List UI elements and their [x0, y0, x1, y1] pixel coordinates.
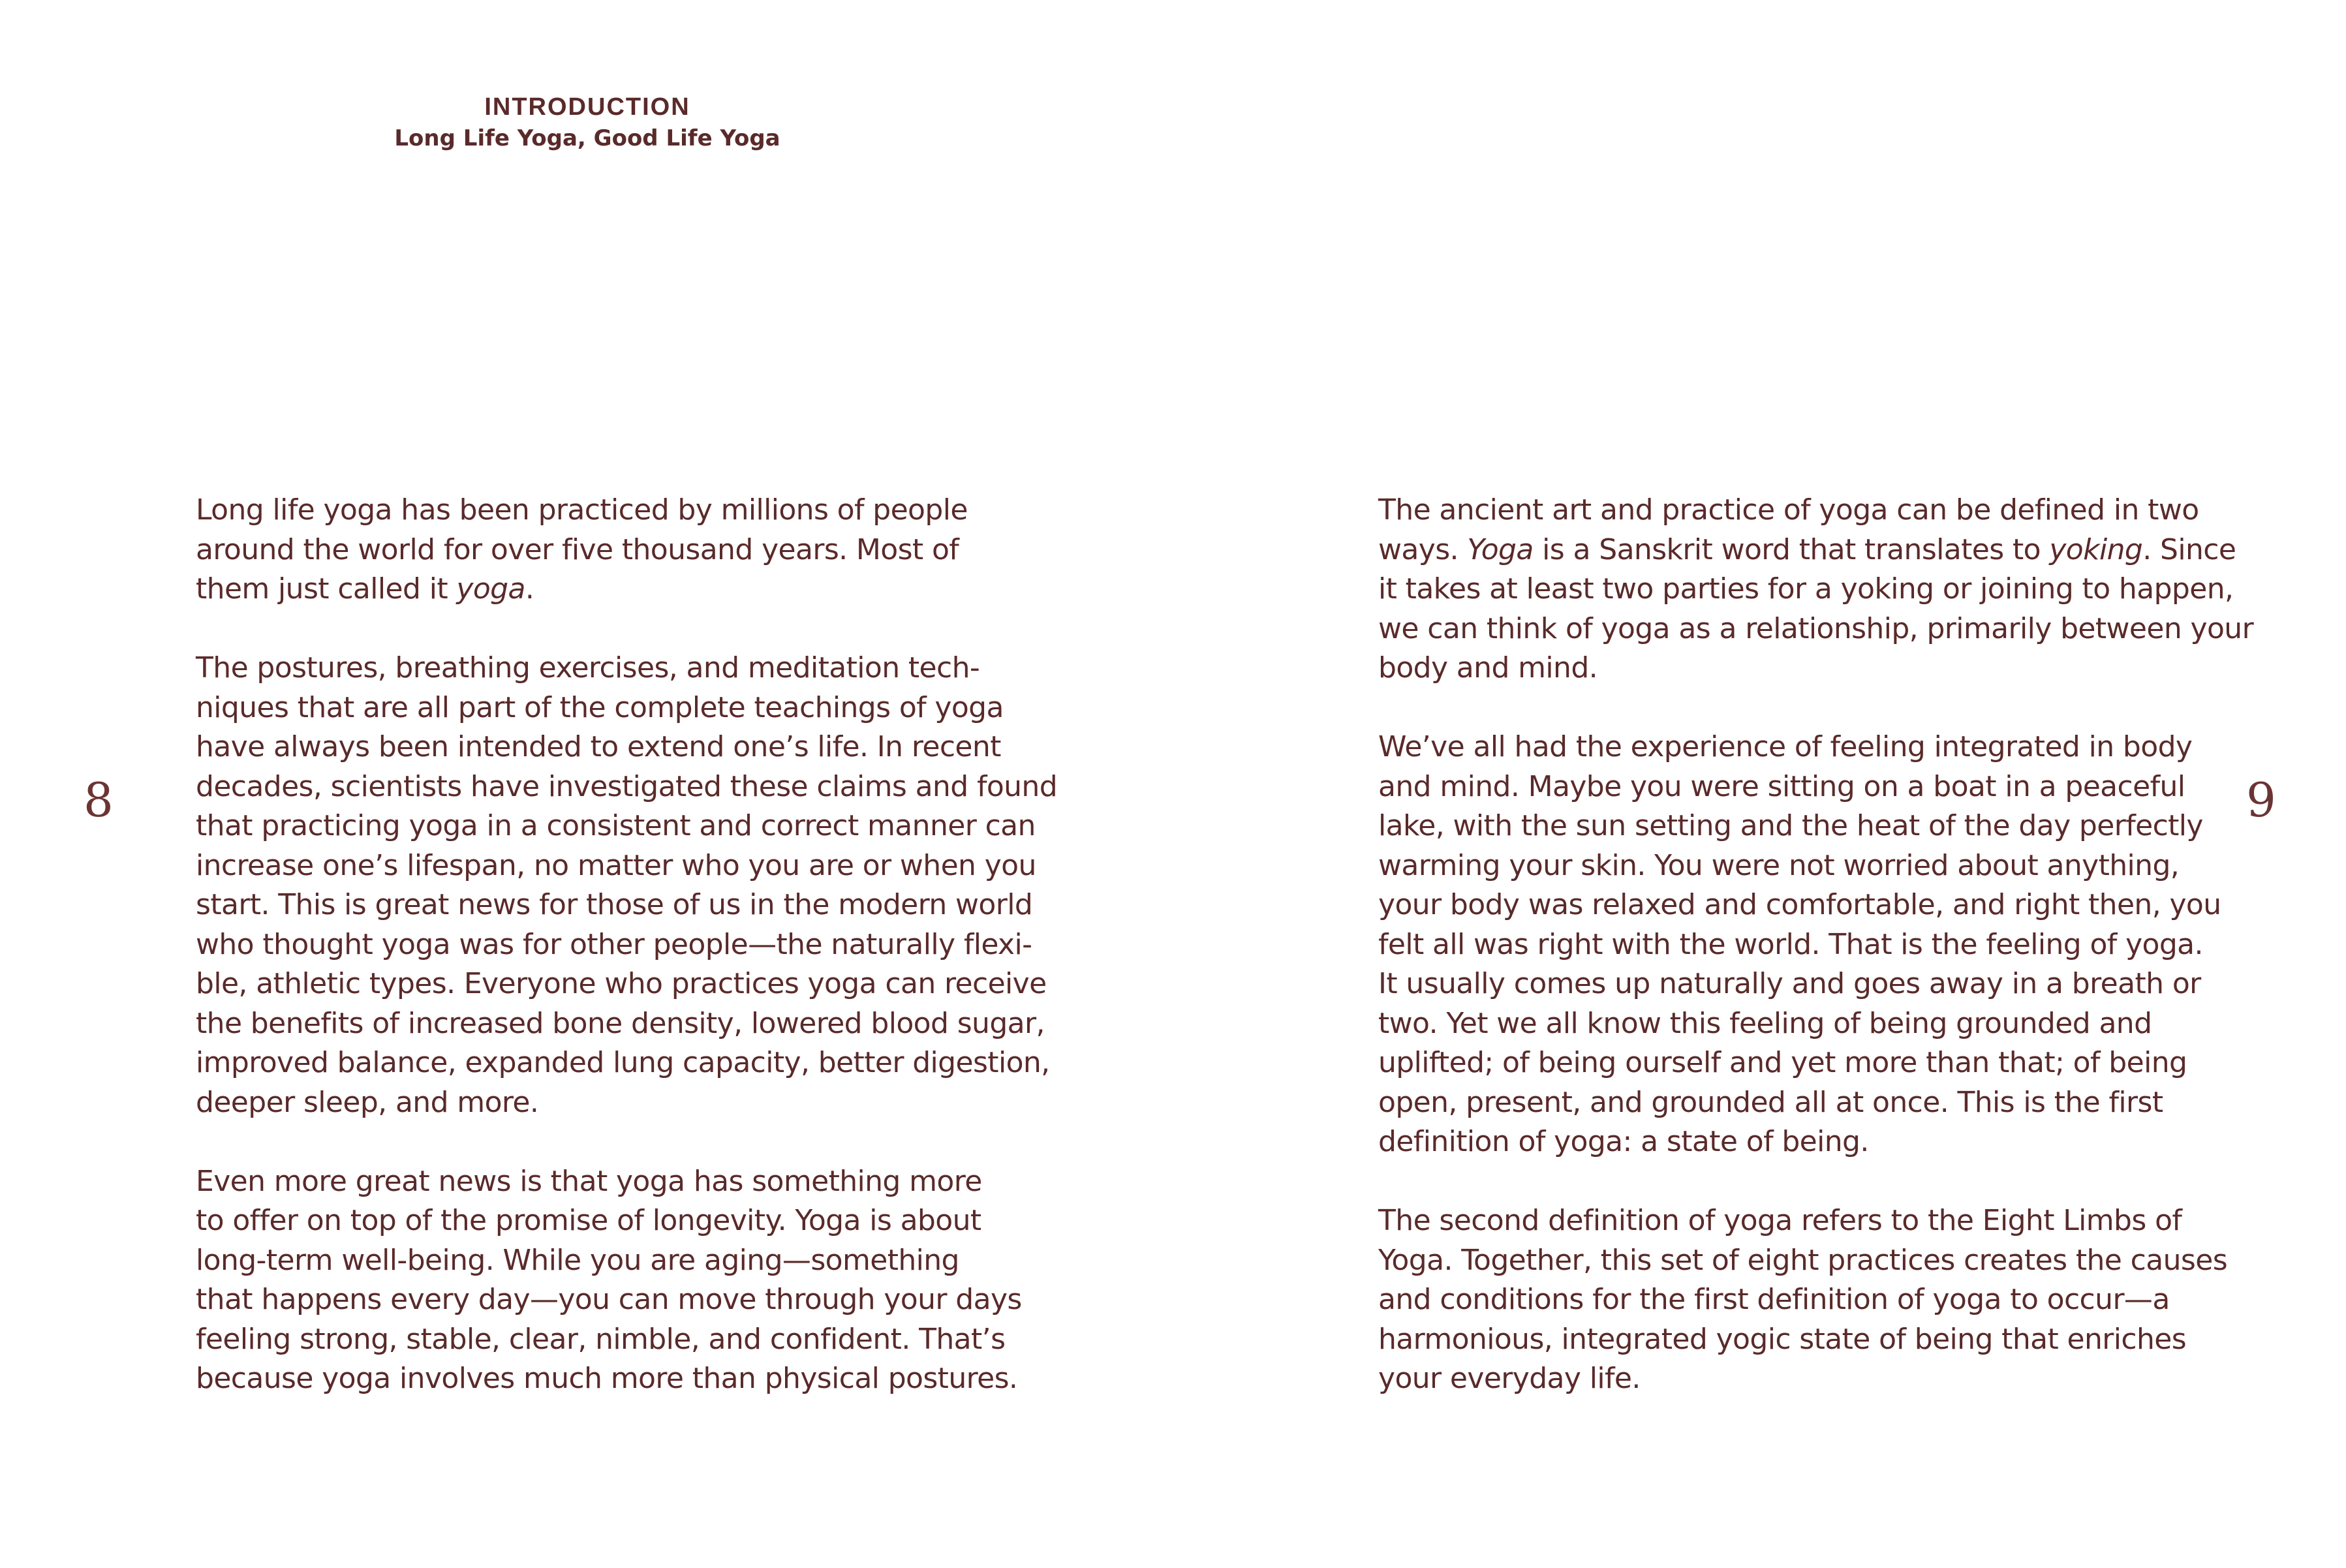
- text-run: The second definition of yoga refers to the Eight Limbs of: [1378, 1204, 2182, 1237]
- text-line: [196, 1241, 1064, 1281]
- text-line: [1378, 649, 2246, 688]
- text-line: [1378, 1083, 2246, 1123]
- text-line: [196, 925, 1064, 965]
- text-line: [196, 767, 1064, 807]
- chapter-title: Long Life Yoga, Good Life Yoga: [394, 125, 780, 151]
- text-run: because yoga involves much more than physical postures.: [196, 1362, 1018, 1395]
- italic-text: yoking: [2049, 532, 2143, 566]
- text-run: lake, with the sun setting and the heat of the day perfectly: [1378, 809, 2203, 842]
- text-run: increase one’s lifespan, no matter who you are or when you: [196, 848, 1036, 882]
- text-line: [1378, 925, 2246, 965]
- paragraph: [196, 491, 1064, 609]
- text-run: improved balance, expanded lung capacity, better digestion,: [196, 1046, 1050, 1079]
- text-run: and conditions for the first definition of yoga to occur—a: [1378, 1283, 2170, 1316]
- text-run: who thought yoga was for other people—the naturally flexi-: [196, 927, 1032, 961]
- text-run: your body was relaxed and comfortable, and right then, you: [1378, 888, 2221, 921]
- text-line: [196, 885, 1064, 925]
- text-line: [1378, 1043, 2246, 1083]
- text-line: [1378, 1359, 2246, 1399]
- text-run: and mind. Maybe you were sitting on a boat in a peaceful: [1378, 769, 2185, 803]
- text-line: [1378, 1201, 2246, 1241]
- text-run: ble, athletic types. Everyone who practices yoga can receive: [196, 967, 1047, 1000]
- text-run: start. This is great news for those of us in the modern world: [196, 888, 1033, 921]
- text-line: [196, 1280, 1064, 1320]
- text-line: [1378, 728, 2246, 767]
- page-number-left: 8: [84, 773, 114, 827]
- text-run: have always been intended to extend one’s life. In recent: [196, 730, 1001, 763]
- text-line: [196, 728, 1064, 767]
- text-run: niques that are all part of the complete teachings of yoga: [196, 690, 1004, 724]
- running-header: [392, 93, 783, 153]
- text-run: that practicing yoga in a consistent and correct manner can: [196, 809, 1036, 842]
- text-run: the benefits of increased bone density, lowered blood sugar,: [196, 1006, 1045, 1040]
- text-run: it takes at least two parties for a yoking or joining to happen,: [1378, 572, 2234, 606]
- text-line: [1378, 964, 2246, 1004]
- text-line: [196, 964, 1064, 1004]
- text-run: is a Sanskrit word that translates to: [1533, 532, 2050, 566]
- text-run: . Since: [2142, 532, 2236, 566]
- text-line: [1378, 530, 2246, 570]
- italic-text: Yoga: [1467, 532, 1534, 566]
- text-run: two. Yet we all know this feeling of being grounded and: [1378, 1006, 2152, 1040]
- text-run: The postures, breathing exercises, and meditation tech-: [196, 651, 980, 684]
- text-line: [196, 570, 1064, 609]
- text-run: decades, scientists have investigated these claims and found: [196, 769, 1058, 803]
- paragraph: [196, 649, 1064, 1122]
- text-run: Long life yoga has been practiced by millions of people: [196, 493, 968, 527]
- text-line: [1378, 1122, 2246, 1162]
- text-run: open, present, and grounded all at once. This is the first: [1378, 1085, 2163, 1119]
- text-run: Yoga. Together, this set of eight practices creates the causes: [1378, 1243, 2228, 1277]
- text-line: [196, 1162, 1064, 1202]
- text-line: [196, 530, 1064, 570]
- text-line: [196, 1320, 1064, 1360]
- text-line: [1378, 609, 2254, 649]
- italic-text: yoga: [456, 572, 525, 606]
- text-run: Even more great news is that yoga has something more: [196, 1164, 982, 1198]
- text-line: [196, 807, 1064, 846]
- text-run: to offer on top of the promise of longevity. Yoga is about: [196, 1204, 981, 1237]
- right-page-body: [1378, 491, 2254, 1438]
- text-line: [1378, 491, 2246, 530]
- text-line: [1378, 1280, 2246, 1320]
- text-line: [1378, 846, 2246, 886]
- text-line: [196, 1359, 1064, 1399]
- text-line: [1378, 570, 2246, 609]
- text-run: body and mind.: [1378, 651, 1598, 684]
- text-run: feeling strong, stable, clear, nimble, and confident. That’s: [196, 1322, 1006, 1356]
- text-run: harmonious, integrated yogic state of being that enriches: [1378, 1322, 2187, 1356]
- text-run: long-term well-being. While you are aging—something: [196, 1243, 959, 1277]
- text-run: definition of yoga: a state of being.: [1378, 1125, 1869, 1158]
- text-line: [196, 491, 1064, 530]
- text-line: [1378, 1004, 2246, 1044]
- paragraph: [1378, 1201, 2246, 1399]
- text-line: [1378, 1320, 2246, 1360]
- text-line: [196, 1004, 1064, 1044]
- text-run: uplifted; of being ourself and yet more than that; of being: [1378, 1046, 2187, 1079]
- text-line: [1378, 807, 2246, 846]
- text-run: around the world for over five thousand years. Most of: [196, 532, 959, 566]
- text-run: We’ve all had the experience of feeling integrated in body: [1378, 730, 2193, 763]
- text-line: [196, 846, 1064, 886]
- text-run: ways.: [1378, 532, 1468, 566]
- text-line: [1378, 767, 2246, 807]
- text-run: your everyday life.: [1378, 1362, 1641, 1395]
- page-number-right: 9: [2246, 773, 2276, 827]
- text-line: [196, 1043, 1064, 1083]
- text-run: felt all was right with the world. That is the feeling of yoga.: [1378, 927, 2203, 961]
- text-line: [196, 649, 1064, 688]
- text-line: [1378, 885, 2246, 925]
- section-label: INTRODUCTION: [484, 93, 690, 121]
- text-run: them just called it: [196, 572, 457, 606]
- text-run: .: [525, 572, 534, 606]
- text-run: that happens every day—you can move through your days: [196, 1283, 1022, 1316]
- text-run: we can think of yoga as a relationship, primarily between your: [1378, 611, 2254, 645]
- paragraph: [1378, 728, 2246, 1162]
- text-run: deeper sleep, and more.: [196, 1085, 539, 1119]
- text-line: [196, 1083, 1064, 1123]
- left-page-body: [196, 491, 1064, 1438]
- paragraph: [196, 1162, 1064, 1399]
- text-run: warming your skin. You were not worried about anything,: [1378, 848, 2180, 882]
- text-run: It usually comes up naturally and goes away in a breath or: [1378, 967, 2201, 1000]
- text-line: [196, 1201, 1064, 1241]
- text-line: [1378, 1241, 2246, 1281]
- text-line: [196, 688, 1064, 728]
- text-run: The ancient art and practice of yoga can be defined in two: [1378, 493, 2199, 527]
- paragraph: [1378, 491, 2254, 688]
